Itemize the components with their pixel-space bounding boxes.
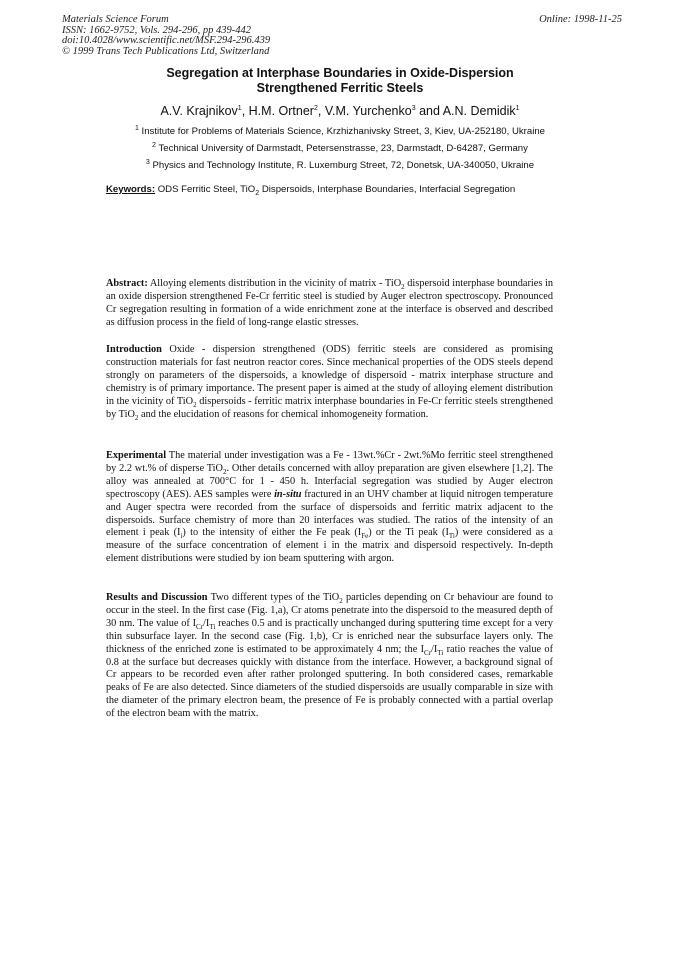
results-text: Two different types of the TiO xyxy=(210,592,340,603)
affiliation-text: Physics and Technology Institute, R. Luxemburg Street, 72, Donetsk, UA-340050, Ukraine xyxy=(152,160,535,171)
introduction-text: Oxide - dispersion strengthened (ODS) ferritic steels are considered as promising construction materials for fast neutron reactor cores. Since mechanical properties of the ODS steels depend strongly on parameters of the dispersoids, a knowledge of dispersoid - matrix interphase structure and chemistry is of primary importance. The present paper is aimed at the study of alloying element distribution in the vicinity of TiO xyxy=(106,344,553,407)
in-situ-term: in-situ xyxy=(274,488,302,500)
affiliation-mark: 3 xyxy=(145,158,150,166)
keywords-label: Keywords: xyxy=(106,184,156,195)
author-name: A.V. Krajnikov xyxy=(160,104,238,118)
affiliation-text: Institute for Problems of Materials Science, Krzhizhanivsky Street, 3, Kiev, UA-252180, Ukraine xyxy=(141,126,546,137)
results-text: reaches 0.5 and is practically unchanged during sputtering time except for a very thin subsurface layer. In the second case (Fig. 1,b), Cr is enriched near the subsurface layers only. The thickness of the enriched zone is estimated to be approximately 4 nm; the I xyxy=(106,617,554,655)
subscript: i xyxy=(180,532,183,541)
author-affiliation-mark: 3 xyxy=(411,104,416,112)
abstract-section xyxy=(106,278,553,330)
introduction-text: and the elucidation of reasons for chemical inhomogeneity formation. xyxy=(141,408,429,420)
subscript: Ti xyxy=(437,648,444,657)
author-name: V.M. Yurchenko xyxy=(324,104,412,118)
results-section xyxy=(106,592,553,721)
subscript: Ti xyxy=(209,622,216,631)
affiliation-mark: 1 xyxy=(134,124,139,132)
title-line-1: Segregation at Interphase Boundaries in Oxide-Dispersion xyxy=(166,66,514,80)
affiliation-line xyxy=(60,160,620,171)
experimental-text: fractured in an UHV chamber at liquid nitrogen temperature and Auger spectra were recorded from the surface of dispersoids and ferritic matrix adjacent to the dispersoids. Surface chemistry of more than 20 interfaces was studied. The ratios of the intensity of an element i peak (I xyxy=(106,488,553,539)
journal-name: Materials Science Forum xyxy=(62,14,169,25)
results-heading: Results and Discussion xyxy=(106,592,208,603)
author-affiliation-mark: 1 xyxy=(515,104,520,112)
abstract-text: Alloying elements distribution in the vicinity of matrix - TiO xyxy=(149,278,402,289)
keywords-text: ODS Ferritic Steel, TiO xyxy=(157,184,256,195)
introduction-heading: Introduction xyxy=(106,344,162,355)
abstract-heading: Abstract: xyxy=(106,278,148,289)
experimental-text: The material under investigation was a Fe - 13wt.%Cr - 2wt.%Mo ferritic steel strengthened by 2.2 wt.% of disperse TiO xyxy=(106,450,554,474)
experimental-heading: Experimental xyxy=(106,450,167,461)
abstract-text: dispersoid interphase boundaries in an oxide dispersion strengthened Fe-Cr ferritic steel is studied by Auger electron spectroscopy. Pronounced Cr segregation resulting in formation of a wide enrichment zone at the interface is observed and described as diffusion process in the field of long-range elastic stresses. xyxy=(106,278,553,328)
title-line-2: Strengthened Ferritic Steels xyxy=(256,81,424,95)
subscript: 2 xyxy=(134,413,139,422)
subscript: Fe xyxy=(361,532,369,541)
paper-title xyxy=(60,66,620,96)
experimental-text: ) to the intensity of either the Fe peak (I xyxy=(182,527,362,539)
affiliation-mark: 2 xyxy=(152,141,156,149)
online-date: Online: 1998-11-25 xyxy=(539,14,622,25)
doi-line: doi:10.4028/www.scientific.net/MSF.294-296.439 xyxy=(62,35,271,47)
experimental-text: . Other details concerned with alloy preparation are given elsewhere [1,2]. The alloy was annealed at 700°C for 1 - 450 h. Interfacial segregation was studied by Auger electron spectroscopy (AES). AES samples were xyxy=(106,462,553,500)
subscript: 2 xyxy=(339,597,343,606)
results-text: ratio reaches the value of 0.8 at the surface but decreases quickly with distance from the interface. However, a background signal of Cr appears to be recorded even after rather prolonged sputtering. In both considered cases, remarkable peaks of Fe are also detected. Since diameters of the studied dispersoids are usually comparable in size with the diameter of the primary electron beam, the presence of Fe is probably connected with a partial overlap of the electron beam with the matrix. xyxy=(106,643,553,720)
subscript: 2 xyxy=(222,467,227,476)
experimental-section xyxy=(106,450,553,566)
subscript: Cr xyxy=(424,648,431,657)
issn-line: ISSN: 1662-9752, Vols. 294-296, pp 439-442 xyxy=(62,24,251,36)
article-metadata xyxy=(62,15,622,57)
keywords-subscript: 2 xyxy=(255,189,260,197)
experimental-text: ) were considered as a measure of the surface concentration of element i in the matrix and dispersoid respectively. In-depth element distributions were studied by ion beam sputtering with argon. xyxy=(106,527,554,565)
affiliation-text: Technical University of Darmstadt, Petersenstrasse, 23, Darmstadt, D-64287, Germany xyxy=(158,143,528,154)
subscript: 2 xyxy=(401,283,405,292)
results-text: particles depending on Cr behaviour are found to occur in the steel. In the first case (Fig. 1,a), Cr atoms penetrate into the dispersoid to the measured depth of 30 nm. The value of I xyxy=(106,592,553,629)
copyright-line: © 1999 Trans Tech Publications Ltd, Switzerland xyxy=(62,45,270,57)
affiliation-line xyxy=(60,126,620,137)
introduction-text: dispersoids - ferritic matrix interphase boundaries in Fe-Cr ferritic steels strengthened by TiO xyxy=(106,395,554,420)
author-name: H.M. Ortner xyxy=(248,104,314,118)
results-text: /I xyxy=(203,617,210,629)
affiliation-line xyxy=(60,143,620,154)
results-text: /I xyxy=(431,643,438,655)
author-list: A.V. Krajnikov$^1$, H.M. Ortner$^2$, V.M. Yurchenko$^3$ and A.N. Demidik$^1$ xyxy=(160,104,520,118)
author-name: A.N. Demidik xyxy=(442,104,516,118)
author-affiliation-mark: 2 xyxy=(313,104,318,112)
author-affiliation-mark: 1 xyxy=(237,104,242,112)
keywords-text: Dispersoids, Interphase Boundaries, Interfacial Segregation xyxy=(261,184,516,195)
subscript: Cr xyxy=(196,622,204,631)
subscript: 2 xyxy=(193,400,197,409)
experimental-text: ) or the Ti peak (I xyxy=(368,527,449,539)
keywords xyxy=(106,184,576,195)
introduction-section xyxy=(106,344,553,421)
subscript: Ti xyxy=(448,532,455,541)
